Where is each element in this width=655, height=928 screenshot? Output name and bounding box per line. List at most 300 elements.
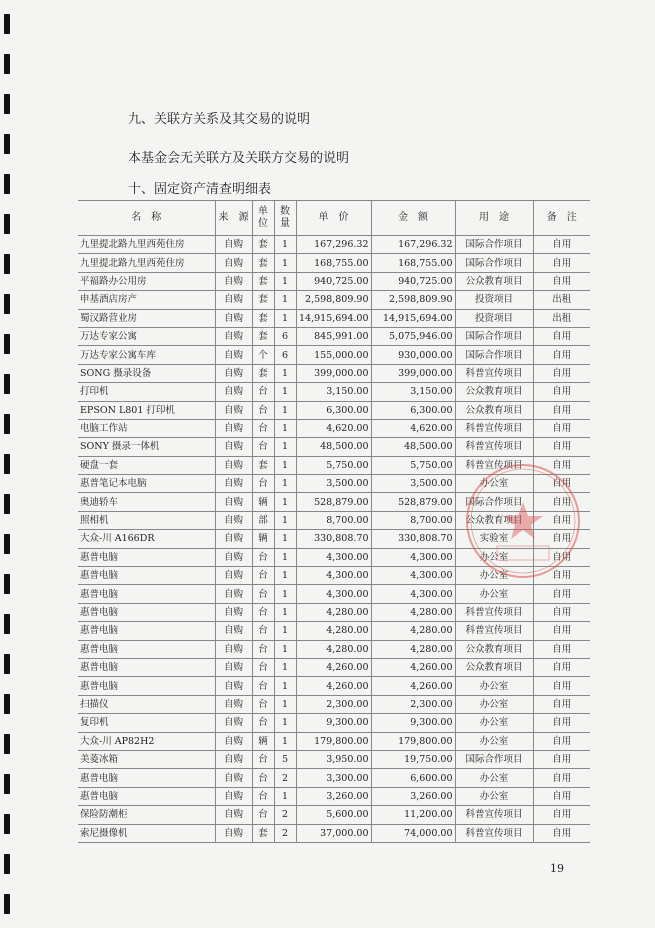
- cell-price: 8,700.00: [296, 511, 371, 529]
- header-price: 单 价: [296, 201, 371, 236]
- binding-hole: [4, 14, 10, 34]
- cell-use: 公众教育项目: [455, 383, 533, 401]
- cell-name: 惠普电脑: [78, 640, 215, 658]
- cell-qty: 2: [274, 806, 296, 824]
- cell-name: 惠普电脑: [78, 658, 215, 676]
- cell-source: 自购: [215, 309, 252, 327]
- cell-unit: 台: [252, 475, 274, 493]
- cell-name: 万达专家公寓车库: [78, 346, 215, 364]
- cell-unit: 套: [252, 254, 274, 272]
- cell-qty: 1: [274, 640, 296, 658]
- cell-unit: 台: [252, 806, 274, 824]
- cell-unit: 台: [252, 438, 274, 456]
- table-row: [78, 695, 590, 713]
- cell-qty: 1: [274, 272, 296, 290]
- header-qty: [274, 201, 296, 236]
- cell-use: 科普宣传项目: [455, 824, 533, 842]
- cell-amount: 6,300.00: [371, 401, 455, 419]
- cell-price: 179,800.00: [296, 732, 371, 750]
- cell-qty: 1: [274, 383, 296, 401]
- binding-hole: [4, 854, 10, 874]
- table-row: [78, 272, 590, 290]
- cell-price: 4,620.00: [296, 419, 371, 437]
- binding-hole: [4, 894, 10, 914]
- cell-price: 4,260.00: [296, 658, 371, 676]
- cell-source: 自购: [215, 787, 252, 805]
- cell-amount: 167,296.32: [371, 236, 455, 254]
- cell-qty: 1: [274, 603, 296, 621]
- binding-hole: [4, 214, 10, 234]
- header-name: 名 称: [78, 201, 215, 236]
- table-row: [78, 383, 590, 401]
- fixed-assets-table: [78, 200, 590, 843]
- cell-amount: 5,075,946.00: [371, 327, 455, 345]
- cell-source: 自购: [215, 272, 252, 290]
- cell-qty: 1: [274, 456, 296, 474]
- cell-source: 自购: [215, 806, 252, 824]
- cell-qty: 1: [274, 585, 296, 603]
- table-row: [78, 291, 590, 309]
- cell-source: 自购: [215, 824, 252, 842]
- cell-qty: 1: [274, 401, 296, 419]
- cell-amount: 2,598,809.90: [371, 291, 455, 309]
- cell-note: 出租: [533, 309, 590, 327]
- cell-price: 3,300.00: [296, 769, 371, 787]
- cell-note: 自用: [533, 677, 590, 695]
- cell-source: 自购: [215, 677, 252, 695]
- cell-name: 惠普电脑: [78, 769, 215, 787]
- binding-hole: [4, 574, 10, 594]
- cell-qty: 6: [274, 346, 296, 364]
- cell-amount: 168,755.00: [371, 254, 455, 272]
- cell-name: 惠普电脑: [78, 548, 215, 566]
- table-row: [78, 750, 590, 768]
- cell-use: 公众教育项目: [455, 658, 533, 676]
- cell-note: 自用: [533, 475, 590, 493]
- cell-use: 办公室: [455, 475, 533, 493]
- cell-name: 申基酒店房产: [78, 291, 215, 309]
- cell-use: 办公室: [455, 769, 533, 787]
- header-source: 来 源: [215, 201, 252, 236]
- table-row: [78, 732, 590, 750]
- cell-use: 科普宣传项目: [455, 603, 533, 621]
- header-unit-line1: 单: [258, 206, 268, 217]
- cell-name: SONY 摄录一体机: [78, 438, 215, 456]
- table-row: [78, 769, 590, 787]
- cell-amount: 3,150.00: [371, 383, 455, 401]
- binding-hole: [4, 374, 10, 394]
- section9-text: 本基金会无关联方及关联方交易的说明: [128, 151, 350, 166]
- cell-qty: 1: [274, 677, 296, 695]
- cell-unit: 台: [252, 401, 274, 419]
- table-header-row: [78, 201, 590, 236]
- cell-use: 国际合作项目: [455, 493, 533, 511]
- table-row: [78, 236, 590, 254]
- cell-price: 3,500.00: [296, 475, 371, 493]
- cell-note: 自用: [533, 658, 590, 676]
- cell-unit: 套: [252, 327, 274, 345]
- cell-qty: 1: [274, 254, 296, 272]
- cell-use: 国际合作项目: [455, 346, 533, 364]
- table-row: [78, 511, 590, 529]
- cell-source: 自购: [215, 419, 252, 437]
- cell-name: 九里提北路九里西苑住房: [78, 254, 215, 272]
- cell-source: 自购: [215, 236, 252, 254]
- cell-source: 自购: [215, 603, 252, 621]
- cell-unit: 台: [252, 658, 274, 676]
- cell-note: 自用: [533, 493, 590, 511]
- cell-note: 自用: [533, 530, 590, 548]
- cell-note: 自用: [533, 787, 590, 805]
- cell-name: 大众-川 AP82H2: [78, 732, 215, 750]
- table-row: [78, 824, 590, 842]
- cell-amount: 930,000.00: [371, 346, 455, 364]
- cell-note: 自用: [533, 511, 590, 529]
- cell-amount: 11,200.00: [371, 806, 455, 824]
- cell-qty: 1: [274, 511, 296, 529]
- cell-use: 科普宣传项目: [455, 456, 533, 474]
- cell-unit: 台: [252, 622, 274, 640]
- table-body: [78, 236, 590, 843]
- binding-holes: [4, 0, 14, 928]
- cell-note: 自用: [533, 732, 590, 750]
- cell-note: 自用: [533, 585, 590, 603]
- table-row: [78, 530, 590, 548]
- cell-price: 167,296.32: [296, 236, 371, 254]
- cell-price: 4,280.00: [296, 640, 371, 658]
- binding-hole: [4, 654, 10, 674]
- header-qty-line2: 量: [280, 218, 290, 229]
- cell-price: 4,300.00: [296, 567, 371, 585]
- cell-use: 国际合作项目: [455, 254, 533, 272]
- cell-price: 330,808.70: [296, 530, 371, 548]
- cell-qty: 1: [274, 567, 296, 585]
- cell-name: 惠普电脑: [78, 603, 215, 621]
- cell-price: 2,598,809.90: [296, 291, 371, 309]
- cell-qty: 1: [274, 291, 296, 309]
- binding-hole: [4, 454, 10, 474]
- table-row: [78, 309, 590, 327]
- table-row: [78, 438, 590, 456]
- cell-note: 自用: [533, 401, 590, 419]
- cell-amount: 5,750.00: [371, 456, 455, 474]
- cell-amount: 4,620.00: [371, 419, 455, 437]
- cell-amount: 4,300.00: [371, 585, 455, 603]
- table-row: [78, 640, 590, 658]
- cell-use: 公众教育项目: [455, 511, 533, 529]
- table-row: [78, 493, 590, 511]
- binding-hole: [4, 174, 10, 194]
- header-unit-line2: 位: [258, 218, 268, 229]
- cell-note: 自用: [533, 603, 590, 621]
- cell-name: 惠普电脑: [78, 677, 215, 695]
- cell-use: 公众教育项目: [455, 401, 533, 419]
- binding-hole: [4, 494, 10, 514]
- cell-price: 5,750.00: [296, 456, 371, 474]
- cell-unit: 台: [252, 750, 274, 768]
- cell-use: 办公室: [455, 677, 533, 695]
- page-number: 19: [550, 862, 564, 875]
- cell-amount: 6,600.00: [371, 769, 455, 787]
- cell-name: SONG 摄录设备: [78, 364, 215, 382]
- cell-unit: 台: [252, 383, 274, 401]
- cell-price: 2,300.00: [296, 695, 371, 713]
- table-row: [78, 585, 590, 603]
- cell-use: 国际合作项目: [455, 750, 533, 768]
- table-row: [78, 567, 590, 585]
- cell-source: 自购: [215, 438, 252, 456]
- cell-note: 自用: [533, 272, 590, 290]
- binding-hole: [4, 334, 10, 354]
- cell-use: 科普宣传项目: [455, 622, 533, 640]
- cell-price: 845,991.00: [296, 327, 371, 345]
- cell-name: EPSON L801 打印机: [78, 401, 215, 419]
- section10-heading: 十、固定资产清查明细表: [128, 182, 272, 197]
- cell-source: 自购: [215, 511, 252, 529]
- cell-note: 自用: [533, 769, 590, 787]
- cell-price: 940,725.00: [296, 272, 371, 290]
- cell-amount: 399,000.00: [371, 364, 455, 382]
- binding-hole: [4, 294, 10, 314]
- cell-qty: 1: [274, 732, 296, 750]
- cell-unit: 套: [252, 236, 274, 254]
- cell-unit: 台: [252, 419, 274, 437]
- cell-source: 自购: [215, 364, 252, 382]
- binding-hole: [4, 414, 10, 434]
- cell-note: 自用: [533, 254, 590, 272]
- cell-use: 科普宣传项目: [455, 364, 533, 382]
- cell-use: 投资项目: [455, 291, 533, 309]
- cell-source: 自购: [215, 769, 252, 787]
- cell-unit: 台: [252, 769, 274, 787]
- table-row: [78, 419, 590, 437]
- cell-name: 惠普笔记本电脑: [78, 475, 215, 493]
- table-row: [78, 475, 590, 493]
- cell-unit: 台: [252, 714, 274, 732]
- table-row: [78, 677, 590, 695]
- header-unit: [252, 201, 274, 236]
- cell-qty: 1: [274, 236, 296, 254]
- binding-hole: [4, 734, 10, 754]
- cell-source: 自购: [215, 567, 252, 585]
- cell-use: 实验室: [455, 530, 533, 548]
- cell-name: 打印机: [78, 383, 215, 401]
- cell-qty: 1: [274, 658, 296, 676]
- cell-price: 48,500.00: [296, 438, 371, 456]
- cell-amount: 74,000.00: [371, 824, 455, 842]
- table-row: [78, 346, 590, 364]
- cell-source: 自购: [215, 254, 252, 272]
- cell-note: 自用: [533, 456, 590, 474]
- cell-unit: 台: [252, 640, 274, 658]
- cell-unit: 辆: [252, 732, 274, 750]
- cell-price: 4,280.00: [296, 603, 371, 621]
- cell-source: 自购: [215, 401, 252, 419]
- binding-hole: [4, 694, 10, 714]
- header-use: 用 途: [455, 201, 533, 236]
- cell-note: 自用: [533, 640, 590, 658]
- cell-unit: 台: [252, 603, 274, 621]
- cell-note: 自用: [533, 622, 590, 640]
- cell-price: 3,260.00: [296, 787, 371, 805]
- cell-use: 科普宣传项目: [455, 438, 533, 456]
- cell-source: 自购: [215, 640, 252, 658]
- cell-qty: 1: [274, 622, 296, 640]
- cell-source: 自购: [215, 750, 252, 768]
- cell-name: 电脑工作站: [78, 419, 215, 437]
- cell-note: 自用: [533, 364, 590, 382]
- cell-unit: 台: [252, 787, 274, 805]
- cell-price: 528,879.00: [296, 493, 371, 511]
- cell-unit: 套: [252, 456, 274, 474]
- cell-use: 办公室: [455, 548, 533, 566]
- cell-amount: 3,500.00: [371, 475, 455, 493]
- cell-source: 自购: [215, 530, 252, 548]
- cell-unit: 套: [252, 309, 274, 327]
- cell-amount: 4,300.00: [371, 567, 455, 585]
- cell-price: 155,000.00: [296, 346, 371, 364]
- table-row: [78, 806, 590, 824]
- cell-amount: 4,300.00: [371, 548, 455, 566]
- cell-note: 自用: [533, 346, 590, 364]
- cell-qty: 1: [274, 364, 296, 382]
- cell-amount: 14,915,694.00: [371, 309, 455, 327]
- table-row: [78, 456, 590, 474]
- table-row: [78, 658, 590, 676]
- cell-source: 自购: [215, 327, 252, 345]
- cell-use: 办公室: [455, 732, 533, 750]
- table-row: [78, 327, 590, 345]
- cell-amount: 528,879.00: [371, 493, 455, 511]
- cell-amount: 4,280.00: [371, 622, 455, 640]
- cell-qty: 1: [274, 475, 296, 493]
- cell-note: 自用: [533, 419, 590, 437]
- cell-source: 自购: [215, 714, 252, 732]
- table-row: [78, 401, 590, 419]
- cell-source: 自购: [215, 695, 252, 713]
- cell-price: 5,600.00: [296, 806, 371, 824]
- cell-unit: 个: [252, 346, 274, 364]
- cell-name: 平福路办公用房: [78, 272, 215, 290]
- cell-use: 办公室: [455, 714, 533, 732]
- cell-name: 奥迪轿车: [78, 493, 215, 511]
- cell-source: 自购: [215, 346, 252, 364]
- cell-name: 惠普电脑: [78, 622, 215, 640]
- cell-qty: 1: [274, 787, 296, 805]
- cell-amount: 940,725.00: [371, 272, 455, 290]
- cell-price: 4,260.00: [296, 677, 371, 695]
- cell-unit: 辆: [252, 493, 274, 511]
- cell-note: 自用: [533, 327, 590, 345]
- cell-qty: 1: [274, 309, 296, 327]
- cell-amount: 9,300.00: [371, 714, 455, 732]
- cell-use: 投资项目: [455, 309, 533, 327]
- cell-use: 公众教育项目: [455, 272, 533, 290]
- cell-note: 自用: [533, 567, 590, 585]
- cell-name: 美菱冰箱: [78, 750, 215, 768]
- cell-unit: 辆: [252, 530, 274, 548]
- cell-name: 九里提北路九里西苑住房: [78, 236, 215, 254]
- cell-qty: 1: [274, 548, 296, 566]
- cell-use: 办公室: [455, 787, 533, 805]
- cell-source: 自购: [215, 732, 252, 750]
- header-note: 备 注: [533, 201, 590, 236]
- cell-price: 4,280.00: [296, 622, 371, 640]
- cell-name: 大众-川 A166DR: [78, 530, 215, 548]
- cell-use: 办公室: [455, 585, 533, 603]
- cell-price: 14,915,694.00: [296, 309, 371, 327]
- cell-use: 国际合作项目: [455, 327, 533, 345]
- cell-note: 自用: [533, 695, 590, 713]
- binding-hole: [4, 94, 10, 114]
- cell-source: 自购: [215, 493, 252, 511]
- cell-use: 科普宣传项目: [455, 419, 533, 437]
- cell-note: 自用: [533, 548, 590, 566]
- cell-name: 照相机: [78, 511, 215, 529]
- binding-hole: [4, 534, 10, 554]
- table-row: [78, 787, 590, 805]
- cell-note: 自用: [533, 824, 590, 842]
- cell-name: 蜀汉路营业房: [78, 309, 215, 327]
- cell-price: 37,000.00: [296, 824, 371, 842]
- cell-unit: 台: [252, 585, 274, 603]
- binding-hole: [4, 254, 10, 274]
- cell-price: 3,950.00: [296, 750, 371, 768]
- cell-unit: 套: [252, 272, 274, 290]
- cell-source: 自购: [215, 383, 252, 401]
- binding-hole: [4, 614, 10, 634]
- cell-name: 保险防潮柜: [78, 806, 215, 824]
- cell-use: 办公室: [455, 567, 533, 585]
- table-row: [78, 364, 590, 382]
- cell-amount: 4,280.00: [371, 640, 455, 658]
- table-row: [78, 548, 590, 566]
- binding-hole: [4, 774, 10, 794]
- cell-name: 索尼摄像机: [78, 824, 215, 842]
- header-qty-line1: 数: [280, 206, 290, 217]
- cell-unit: 套: [252, 364, 274, 382]
- cell-name: 万达专家公寓: [78, 327, 215, 345]
- cell-unit: 套: [252, 291, 274, 309]
- cell-use: 办公室: [455, 695, 533, 713]
- cell-note: 自用: [533, 806, 590, 824]
- cell-qty: 1: [274, 530, 296, 548]
- cell-amount: 3,260.00: [371, 787, 455, 805]
- cell-note: 自用: [533, 383, 590, 401]
- cell-note: 自用: [533, 236, 590, 254]
- table-row: [78, 714, 590, 732]
- binding-hole: [4, 54, 10, 74]
- cell-qty: 1: [274, 438, 296, 456]
- cell-qty: 1: [274, 419, 296, 437]
- section9-heading: 九、关联方关系及其交易的说明: [128, 112, 311, 127]
- table-row: [78, 254, 590, 272]
- cell-amount: 4,260.00: [371, 677, 455, 695]
- cell-name: 惠普电脑: [78, 567, 215, 585]
- cell-price: 168,755.00: [296, 254, 371, 272]
- cell-use: 国际合作项目: [455, 236, 533, 254]
- cell-name: 复印机: [78, 714, 215, 732]
- cell-source: 自购: [215, 291, 252, 309]
- cell-unit: 台: [252, 548, 274, 566]
- cell-source: 自购: [215, 658, 252, 676]
- cell-price: 9,300.00: [296, 714, 371, 732]
- cell-price: 399,000.00: [296, 364, 371, 382]
- table-row: [78, 622, 590, 640]
- cell-source: 自购: [215, 475, 252, 493]
- cell-amount: 48,500.00: [371, 438, 455, 456]
- cell-qty: 5: [274, 750, 296, 768]
